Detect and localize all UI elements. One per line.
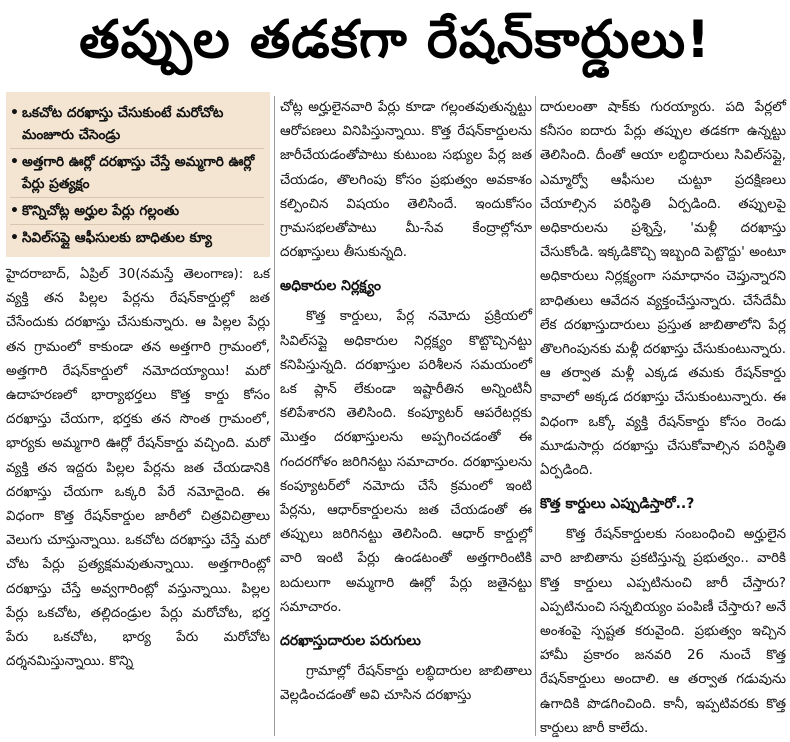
highlight-item: • ఒకచోట దరఖాస్తు చేసుకుంటే మరోచోట మంజూరు చేసెండ్రు — [10, 100, 264, 149]
paragraph: చోట్ల అర్హులైనవారి పేర్లు కూడా గల్లంతవుతున్నట్టు ఆరోపణలు వినిపిస్తున్నాయి. కొత్త రేషన్‌కార్డులను జారీచేయడంతోపాటు కుటుంబ సభ్యుల పేర్ల జత చేయడం, తొలగింపు కోసం ప్రభుత్వం అవకాశం కల్పించిన విషయం తెలిసిందే. ఇందుకోసం గ్రామసభలతోపాటు మీ-సేవ కేంద్రాల్లోనూ దరఖాస్తులు తీసుకున్నది. — [280, 100, 532, 261]
highlight-item: • కొన్నిచోట్ల అర్హుల పేర్లు గల్లంతు — [10, 198, 264, 225]
paragraph: కొత్త రేషన్‌కార్డులకు సంబంధించి అర్హులైన వారి జాబితాను ప్రకటిస్తున్న ప్రభుత్వం.. వారికి కొత్త కార్డులు ఎప్పటినుంచి జారీ చేస్తారు? ఎప్పటినుంచి సన్నబియ్యం పంపిణీ చేస్తారు? అనే అంశంపై స్పష్టత కరువైంది. ప్రభుత్వం ఇచ్చిన హామీ ప్రకారం జనవరి 26 నుంచే కొత్త రేషన్‌కార్డులు అందాలి. ఆ తర్వాత గడువును ఉగాదికి పొడగించింది. కానీ, ఇప్పటివరకు కొత్త కార్డులు జారీ కాలేదు. — [540, 527, 786, 736]
highlight-item: • సివిల్‌సప్లై ఆఫీసులకు బాధితుల క్యూ — [10, 225, 264, 251]
bullet-icon: • — [10, 203, 19, 219]
highlight-item: • అత్తగారి ఊర్లో దరఖాస్తు చేస్తే అమ్మగారి ఊర్లో పేర్లు ప్రత్యక్షం — [10, 149, 264, 198]
column-1 — [6, 92, 270, 674]
highlights-box — [6, 92, 270, 257]
paragraph: గ్రామాల్లో రేషన్‌కార్డు లబ్ధిదారుల జాబితాలు వెల్లడించడంతో అవి చూసిన దరఖాస్తు — [280, 664, 532, 704]
column-divider — [535, 96, 536, 736]
bullet-icon: • — [10, 230, 19, 246]
body-text — [6, 263, 270, 674]
bullet-icon: • — [10, 105, 19, 121]
paragraph: దారులంతా షాక్‌కు గురయ్యారు. పది పేర్లలో కనీసం ఐదారు పేర్లు తప్పుల తడకగా ఉన్నట్టు తెలిసింది. దీంతో ఆయా లబ్ధిదారులు సివిల్‌సప్లై, ఎమ్మార్వో ఆఫీసుల చుట్టూ ప్రదక్షిణలు చేయాల్సిన పరిస్థితి ఏర్పడింది. తప్పులపై అధికారులను ప్రశ్నిస్తే, 'మళ్లీ దరఖాస్తు చేసుకోండి. ఇక్కడికొచ్చి ఇబ్బంది పెట్టొద్దు' అంటూ అధికారులు నిర్లక్ష్యంగా సమాధానం చెప్తున్నారని బాధితులు ఆవేదన వ్యక్తంచేస్తున్నారు. చేసేదేమీ లేక దరఖాస్తుదారులు ప్రస్తుత జాబితాలోని పేర్ల తొలగింపునకు మళ్లీ దరఖాస్తు చేసుకుంటున్నారు. ఆ తర్వాత మళ్లీ ఎక్కడ తమకు రేషన్‌కార్డు కావాలో అక్కడ దరఖాస్తు చేసుకుంటున్నారు. ఈ విధంగా ఒక్కో వ్యక్తి రేషన్‌కార్డు కోసం రెండు మూడుసార్లు దరఖాస్తు చేసుకోవాల్సిన పరిస్థితి ఏర్పడింది. — [540, 100, 786, 479]
bullet-icon: • — [10, 154, 19, 170]
subheading: దరఖాస్తుదారుల పరుగులు — [280, 633, 421, 650]
headline: తప్పుల తడకగా రేషన్‌కార్డులు! — [79, 9, 711, 70]
paragraph: హైదరాబాద్‌, ఏప్రిల్‌ 30(నమస్తే తెలంగాణ): ఒక వ్యక్తి తన పిల్లల పేర్లను రేషన్‌కార్డుల్లో జత చేసేందుకు దరఖాస్తు చేసుకున్నారు. ఆ పిల్లల పేర్లు తన గ్రామంలో కాకుండా తన అత్తగారి గ్రామంలో, అత్తగారి రేషన్‌కార్డులో నమోదయ్యాయి! మరో ఉదాహరణలో భార్యాభర్తలు కొత్త కార్డు కోసం దరఖాస్తు చేయగా, భర్తకు తన సొంత గ్రామంలో, భార్యకు అమ్మగారి ఊర్లో రేషన్‌కార్డు వచ్చింది. మరో వ్యక్తి తన ఇద్దరు పిల్లల పేర్లను జత చేయడానికి దరఖాస్తు చేయగా ఒక్కరి పేరే నమోదైంది. ఈ విధంగా కొత్త రేషన్‌కార్డుల జారీలో చిత్రవిచిత్రాలు వెలుగు చూస్తున్నాయి. ఒకచోట దరఖాస్తు చేస్తే మరో చోట పేర్లు ప్రత్యక్షమవుతున్నాయి. అత్తగారింట్లో దరఖాస్తు చేస్తే అవ్వగారింట్లో వస్తున్నాయి. పిల్లల పేర్లు ఒకచోట, తల్లిదండ్రుల పేర్లు మరోచోట, భర్త పేరు ఒకచోట, భార్య పేరు మరోచోట దర్శనమిస్తున్నాయి. కొన్ని — [6, 267, 270, 670]
column-divider — [274, 96, 275, 736]
paragraph: కొత్త కార్డులు, పేర్ల నమోదు ప్రక్రియలో సివిల్‌సప్లై అధికారుల నిర్లక్ష్యం కొట్టొచ్చినట్టు కనిపిస్తున్నది. దరఖాస్తుల పరిశీలన సమయంలో ఒక ప్లాన్‌ లేకుండా ఇష్టారీతిన అన్నింటినీ కలిపేశారని తెలిసింది. కంప్యూటర్‌ ఆపరేటర్లకు మొత్తం దరఖాస్తులను అప్పగించడంతో ఈ గందరగోళం జరిగినట్టు సమాచారం. దరఖాస్తులను కంప్యూటర్‌లో నమోదు చేసే క్రమంలో ఇంటి పేర్లను, ఆధార్‌కార్డులను జత చేయడంతో ఈ తప్పులు జరిగినట్టు తెలిసింది. ఆధార్‌ కార్డుల్లో వారి ఇంటి పేర్లు ఉండటంతో అత్తగారింటికి బదులుగా అమ్మగారి ఊర్లో పేర్లు జతైనట్టు సమాచారం. — [280, 309, 532, 615]
column-2 — [280, 96, 532, 708]
subheading: అధికారుల నిర్లక్ష్యం — [280, 278, 381, 295]
column-3 — [540, 96, 786, 741]
subheading: కొత్త కార్డులు ఎప్పుడిస్తారో..? — [540, 496, 695, 513]
